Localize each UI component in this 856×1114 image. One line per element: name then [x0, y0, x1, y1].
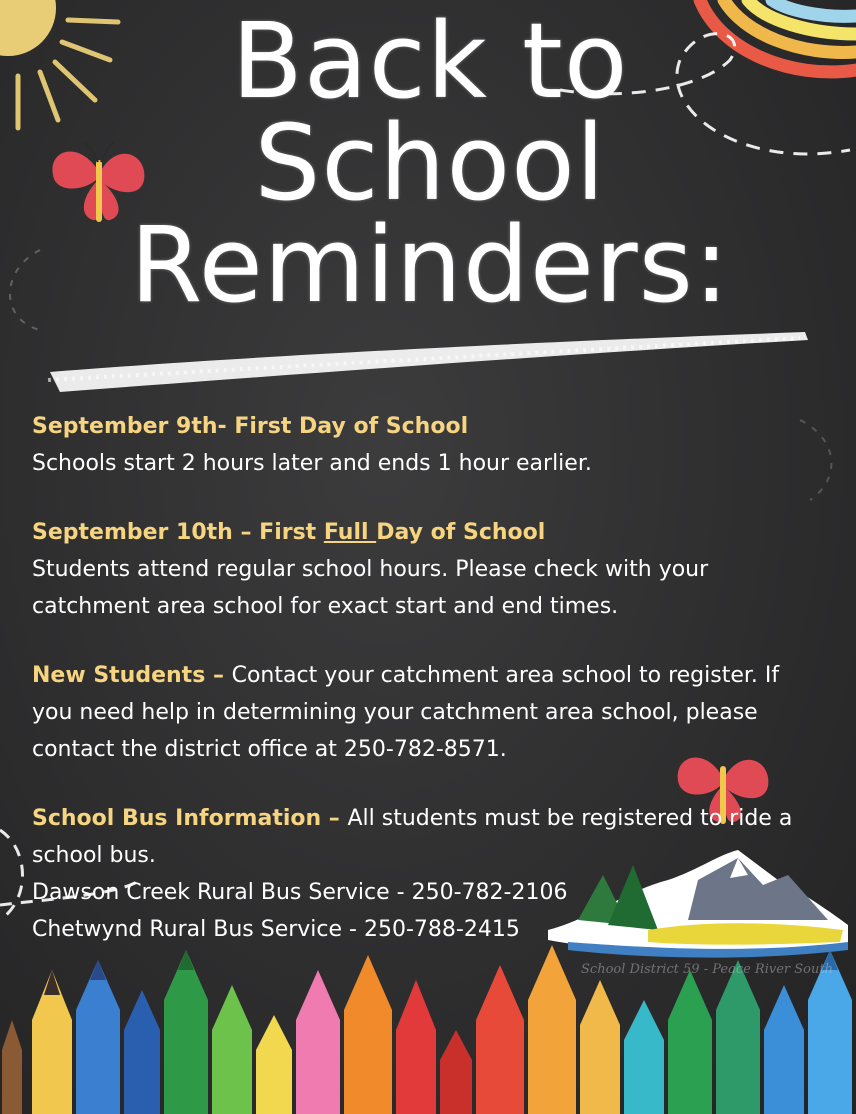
poster-title — [110, 0, 750, 326]
heading-underlined-word: Full — [323, 520, 377, 545]
reminder-body-line-3: contact the district office at 250-782-8571. — [32, 737, 507, 762]
reminder-body-line-1: Students attend regular school hours. Please check with your — [32, 557, 709, 582]
chalk-stroke — [50, 332, 808, 392]
title-line-1: Back to — [231, 0, 629, 122]
reminder-body-line-1: Contact your catchment area school to register. If — [231, 663, 780, 688]
reminder-heading: New Students – — [32, 663, 232, 688]
reminders-content — [32, 408, 812, 980]
bus-service-chetwynd: Chetwynd Rural Bus Service - 250-788-2415 — [32, 917, 520, 942]
sun-icon — [0, 0, 118, 128]
reminder-body-line-2: school bus. — [32, 843, 156, 868]
reminder-heading — [32, 514, 812, 551]
reminder-heading: School Bus Information – — [32, 806, 348, 831]
heading-part-1: September 10th – First — [32, 520, 324, 545]
reminder-body-line-1: All students must be registered to ride a — [347, 806, 793, 831]
reminder-full-day — [32, 514, 812, 625]
district-caption: School District 59 - Peace River South — [581, 962, 833, 977]
title-line-3: Reminders: — [130, 204, 730, 326]
bus-service-dawson-creek: Dawson Creek Rural Bus Service - 250-782-2106 — [32, 880, 568, 905]
title-line-2: School — [254, 102, 606, 224]
reminder-first-day — [32, 408, 812, 482]
reminder-body-line-2: catchment area school for exact start and end times. — [32, 594, 619, 619]
heading-part-2: Day of School — [376, 520, 546, 545]
reminder-body-line-2: you need help in determining your catchment area school, please — [32, 700, 758, 725]
reminder-body: Schools start 2 hours later and ends 1 hour earlier. — [32, 451, 592, 476]
reminder-heading: September 9th- First Day of School — [32, 414, 469, 439]
reminder-school-bus — [32, 800, 812, 948]
reminder-new-students — [32, 657, 812, 768]
